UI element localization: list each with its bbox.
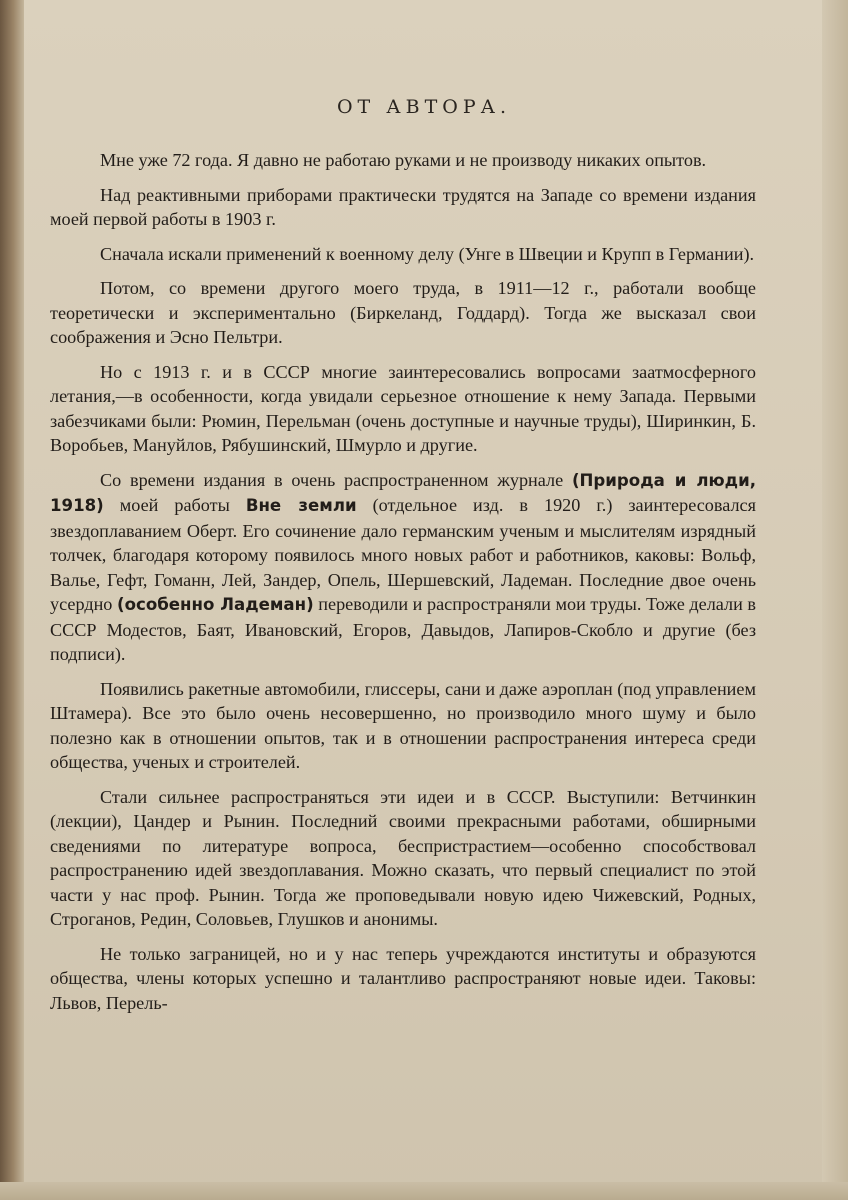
paragraph: Стали сильнее распространяться эти идеи и в СССР. Выступили: Ветчинкин (лекции), Цандер и Рынин. Последний своими прекрасными работами, обширными сведениями по литературе вопроса, беспристрастием—особенно способствовал распространению идей звездоплавания. Можно сказать, что первый специалист по этой части у нас проф. Рынин. Тогда же проповедывали новую идею Чижевский, Родных, Строганов, Редин, Соловьев, Глушков и анонимы. xyxy=(50,786,756,929)
paragraph: Потом, со времени другого моего труда, в 1911—12 г., работали вообще теоретически и экспериментально (Биркеланд, Годдард). Тогда же высказал свои соображения и Эсно Пельтри. xyxy=(50,278,756,347)
paragraph: Сначала искали применений к военному делу (Унге в Швеции и Крупп в Германии). xyxy=(100,243,755,264)
text-span: моей работы xyxy=(103,495,246,515)
section-title: ОТ АВТОРА. xyxy=(336,96,512,118)
bold-work-title: Вне земли xyxy=(245,496,357,515)
paragraph: Не только заграницей, но и у нас теперь учреждаются институты и образуются общества, члены которых успешно и талантливо распространяют новые идеи. Таковы: Львов, Перель- xyxy=(50,943,756,1013)
page-bottom-edge xyxy=(0,1182,848,1200)
paragraph: Над реактивными приборами практически трудятся на Западе со времени издания моей первой работы в 1903 г. xyxy=(50,184,756,229)
paragraph: Мне уже 72 года. Я давно не работаю руками и не производу никаких опытов. xyxy=(100,150,707,170)
body-text xyxy=(50,148,756,1025)
bold-remark: (особенно Ладеман) xyxy=(117,595,314,614)
paragraph: Появились ракетные автомобили, глиссеры, сани и даже аэроплан (под управлением Штамера). Все это было очень несовершенно, но производило много шуму и было полезно как в отношении опытов, так и в отношении распространения интереса среди общества, ученых и строителей. xyxy=(50,678,756,772)
text-span: (отдельное изд. в 1920 г.) заинтересовался звездоплаванием Оберт. Его сочинение дало германским ученым и мыслителям изрядный толчек, благодаря которому появилось много новых работ и работников, каковы: Вольф, Валье, Гефт, Гоманн, Лей, Зандер, Опель, Шершевский, Ладеман. Последние двое очень усердно xyxy=(50,495,756,614)
bold-citation: (Природа и люди, 1918) xyxy=(50,470,757,515)
book-spine xyxy=(0,0,24,1200)
paragraph xyxy=(50,468,756,667)
paragraph: Но с 1913 г. и в СССР многие заинтересовались вопросами заатмосферного летания,—в особенности, когда увидали серьезное отношение к нему Запада. Первыми забезчиками были: Рюмин, Перельман (очень доступные и научные труды), Ширинкин, Б. Воробьев, Мануйлов, Рябушинский, Шмурло и другие. xyxy=(50,361,756,455)
page-right-edge xyxy=(822,0,848,1200)
text-span: переводили и распространяли мои труды. Тоже делали в СССР Модестов, Баят, Ивановский, Егоров, Давыдов, Лапиров-Скобло и другие (без подписи). xyxy=(50,594,756,664)
text-span: Со времени издания в очень распространенном журнале xyxy=(100,469,572,490)
